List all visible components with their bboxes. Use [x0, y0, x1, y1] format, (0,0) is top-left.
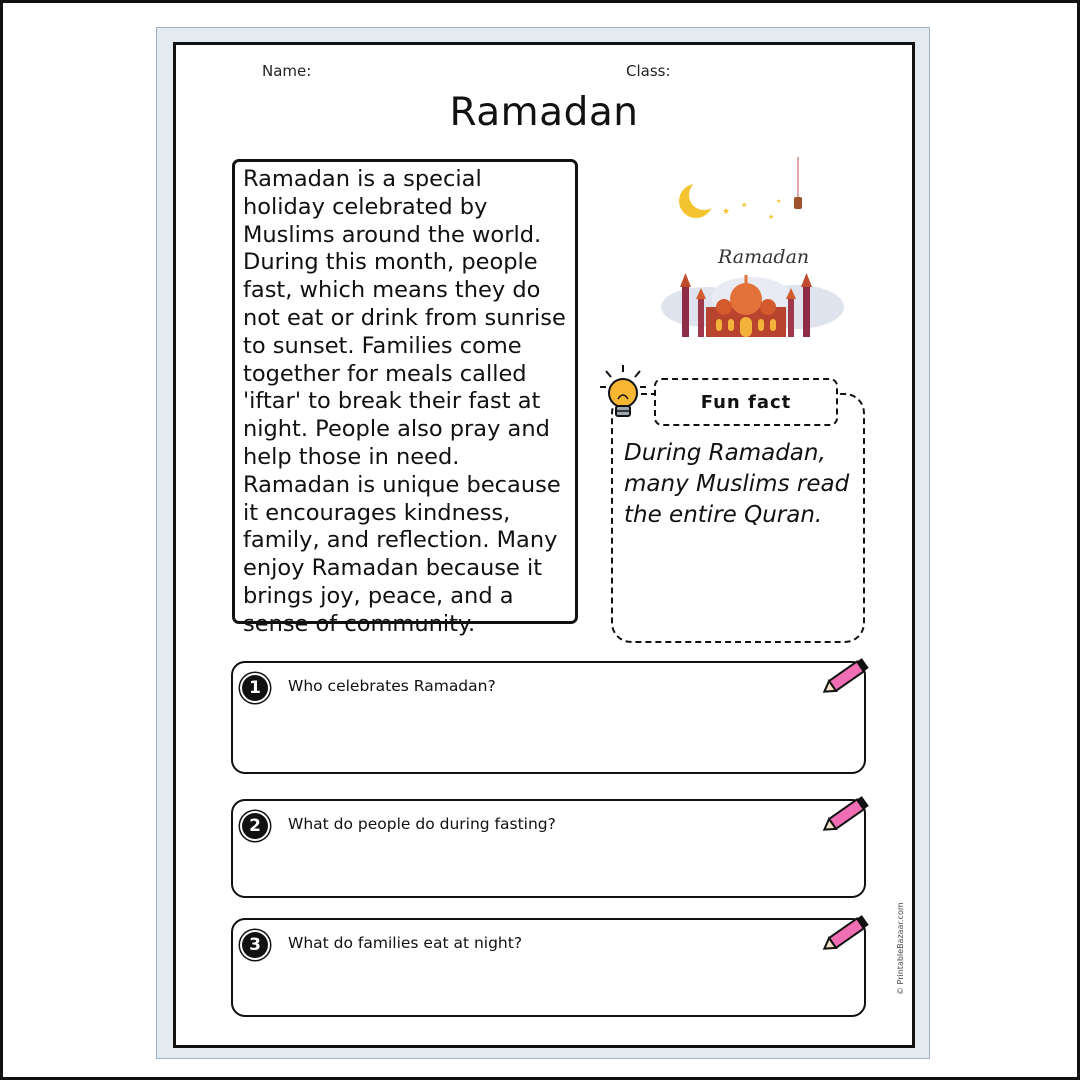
- question-text: Who celebrates Ramadan?: [288, 677, 496, 695]
- copyright-credit: © PrintableBazaar.com: [896, 902, 905, 995]
- question-box-1[interactable]: [231, 661, 866, 774]
- page-title: Ramadan: [449, 90, 639, 135]
- mosque-crescent-illustration: [646, 157, 846, 337]
- question-number-badge: 2: [242, 813, 268, 839]
- fun-fact-text: During Ramadan, many Muslims read the entire Quran.: [624, 440, 850, 528]
- worksheet-sheet: [156, 27, 930, 1059]
- worksheet-page: [173, 42, 915, 1048]
- name-label: Name:: [262, 62, 312, 80]
- illustration-caption: Ramadan: [718, 246, 810, 268]
- question-number-badge: 1: [242, 675, 268, 701]
- pencil-icon: [820, 910, 874, 958]
- pencil-icon: [820, 791, 874, 839]
- lightbulb-icon: [598, 363, 648, 425]
- svg-text:★: ★: [722, 207, 731, 217]
- question-number-badge: 3: [242, 932, 268, 958]
- fun-fact-heading: Fun fact: [654, 378, 838, 426]
- reading-passage: Ramadan is a special holiday celebrated by Muslims around the world. During this month, people fast, which means they do not eat or drink from sunrise to sunset. Families come together for meals called 'iftar' to break their fast at night. People also pray and help those in need. Ramadan is unique because it encourages kindness, family, and reflection. Many enjoy Ramadan because it brings joy, peace, and a sense of community.: [232, 159, 578, 624]
- svg-text:★: ★: [741, 201, 748, 209]
- svg-text:★: ★: [776, 198, 782, 205]
- question-text: What do people do during fasting?: [288, 815, 556, 833]
- question-text: What do families eat at night?: [288, 934, 523, 952]
- class-label: Class:: [626, 62, 671, 80]
- svg-text:★: ★: [768, 213, 775, 221]
- pencil-icon: [820, 653, 874, 701]
- question-box-2[interactable]: [231, 799, 866, 898]
- question-box-3[interactable]: [231, 918, 866, 1017]
